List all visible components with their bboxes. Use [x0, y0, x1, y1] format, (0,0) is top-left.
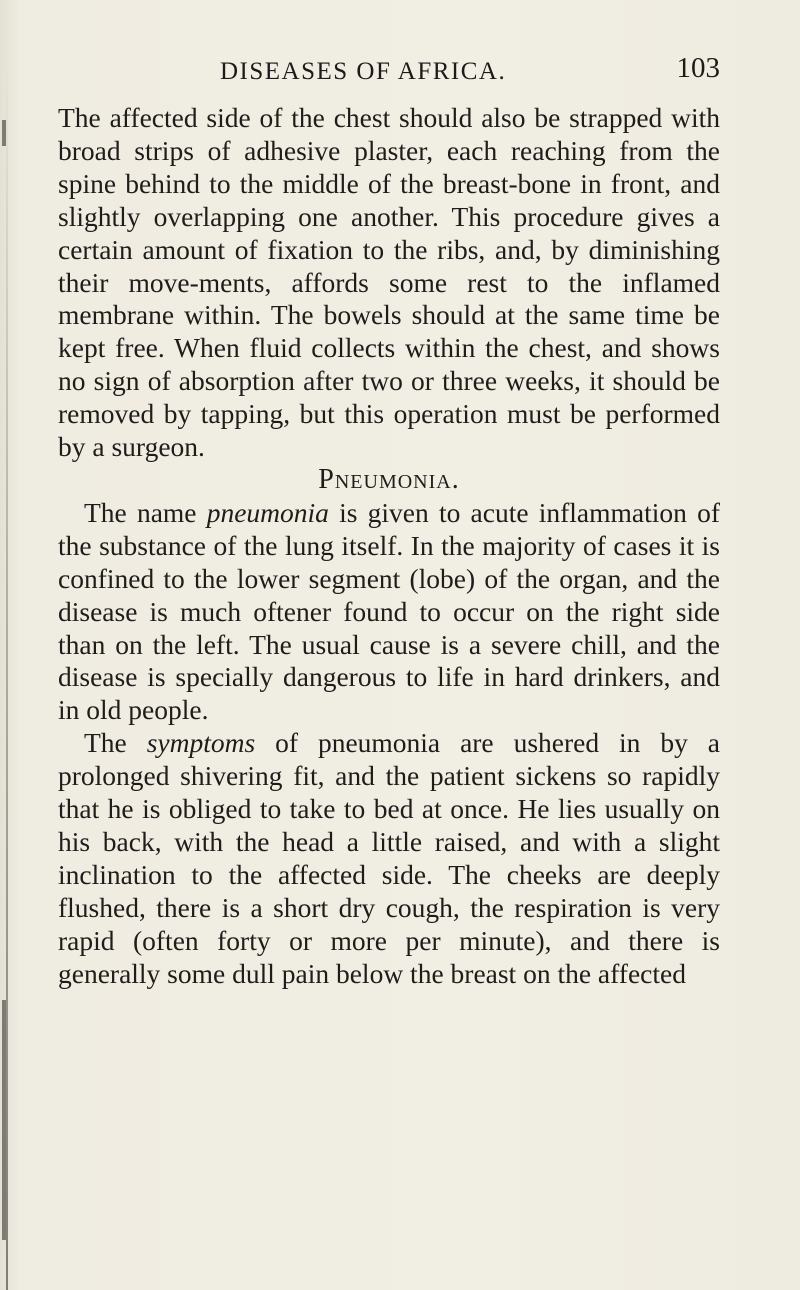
running-head: DISEASES OF AFRICA.	[220, 58, 507, 85]
page-body	[58, 102, 720, 990]
page-gutter-shadow	[6, 60, 8, 1290]
page-number: 103	[676, 52, 720, 84]
paragraph-pleurisy-treatment: The affected side of the chest should also be strapped with broad strips of adhesive plaster, each reaching from the spine behind to the middle of the breast-bone in front, and slightly overlapping one another. This procedure gives a certain amount of fixation to the ribs, and, by diminishing their move-ments, affords some rest to the inflamed membrane within. The bowels should at the same time be kept free. When fluid collects within the chest, and shows no sign of absorption after two or three weeks, it should be removed by tapping, but this operation must be performed by a surgeon.	[58, 102, 720, 463]
italic-term: symptoms	[146, 727, 256, 759]
page-header	[60, 52, 720, 92]
paragraph-pneumonia-symptoms	[58, 727, 720, 990]
italic-term: pneumonia	[206, 496, 329, 528]
paragraph-text: of pneumonia are ushered in by a prolonged shivering fit, and the patient sickens so rapidly that he is obliged to take to bed at once. He lies usually on his back, with the head a little raised, and with a slight inclination to the affected side. The cheeks are deeply flushed, there is a short dry cough, the respiration is very rapid (often forty or more per minute), and there is generally some dull pain below the breast on the affected	[58, 727, 720, 989]
paragraph-text: is given to acute inflammation of the substance of the lung itself. In the majority of cases it is confined to the lower segment (lobe) of the organ, and the disease is much oftener found to occur on the right side than on the left. The usual cause is a severe chill, and the disease is specially dangerous to life in hard drinkers, and in old people.	[58, 496, 720, 726]
paragraph-pneumonia-definition	[58, 497, 720, 727]
paragraph-text: The name	[84, 496, 207, 528]
gutter-mark	[2, 120, 6, 146]
paragraph-text: The	[84, 727, 147, 759]
section-title: Pneumonia.	[318, 463, 460, 495]
gutter-mark	[2, 1000, 6, 1240]
